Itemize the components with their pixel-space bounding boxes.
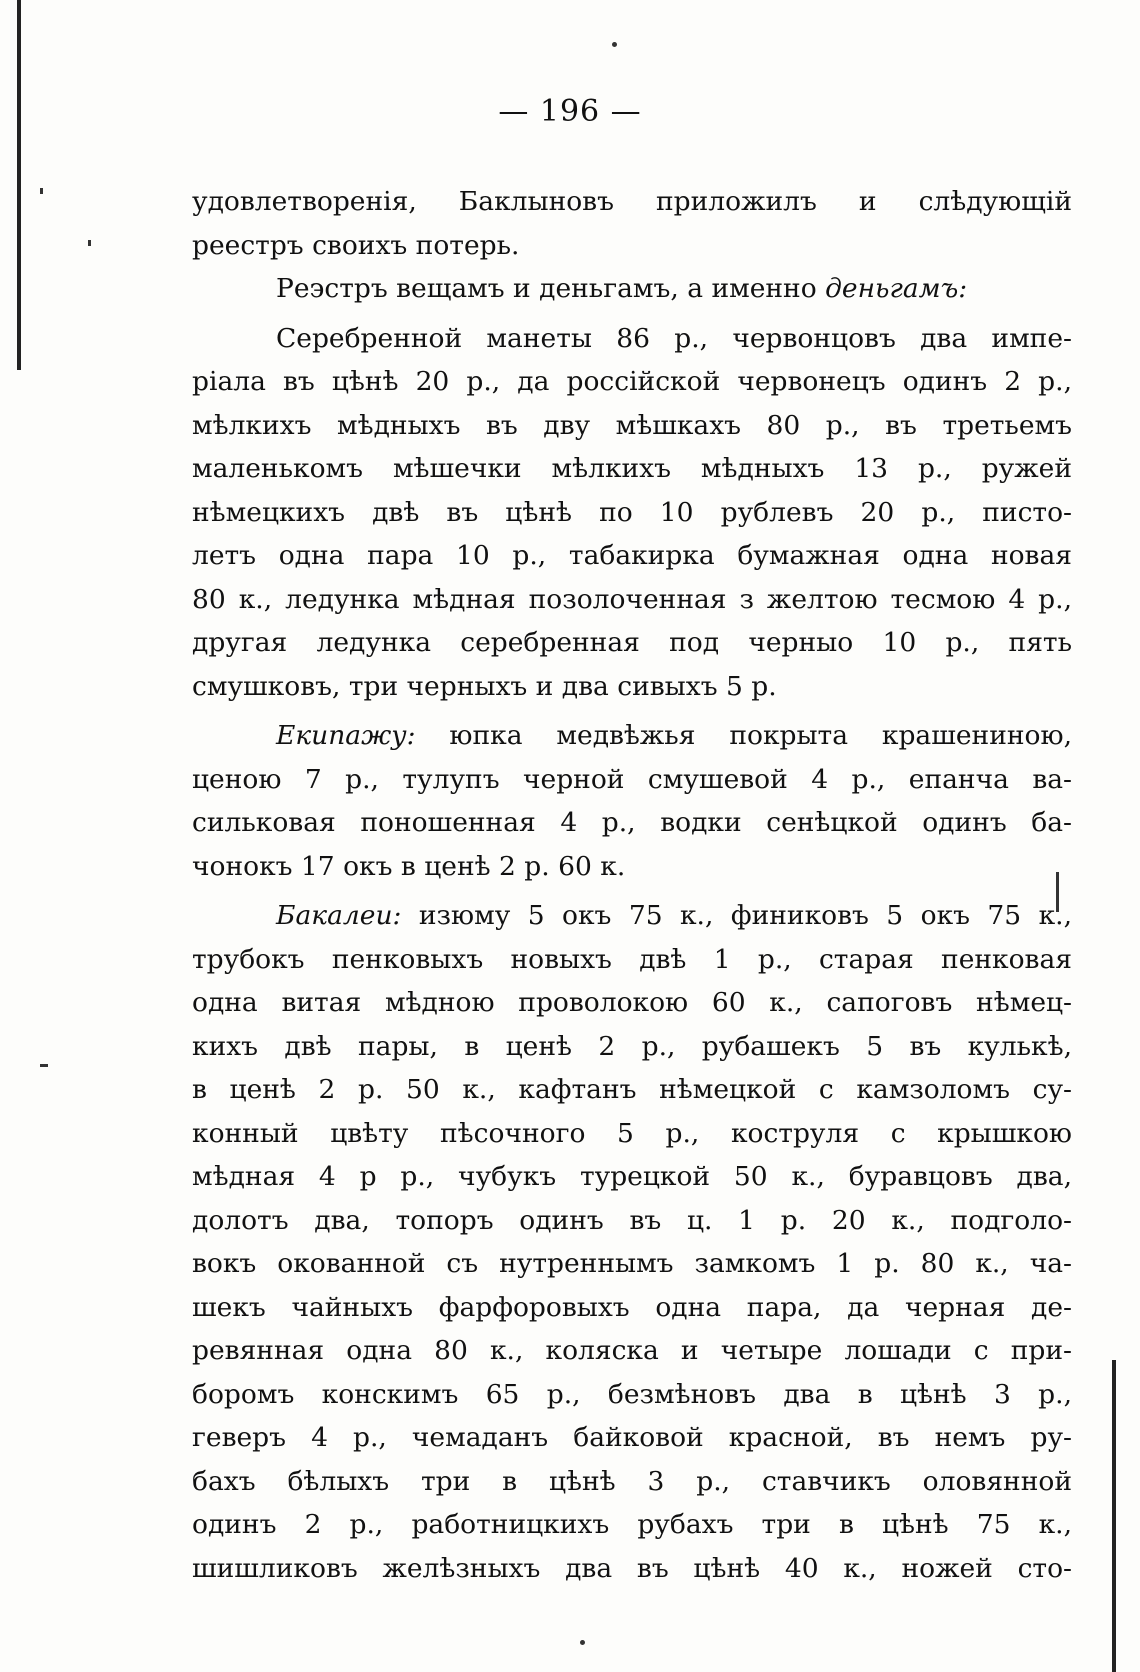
text-line: ріала въ цѣнѣ 20 р., да россійской червонецъ одинъ 2 р., <box>192 366 1072 397</box>
text-line: маленькомъ мѣшечки мѣлкихъ мѣдныхъ 13 р., ружей <box>192 453 1072 484</box>
text-line: Екипажу: юпка медвѣжья покрыта крашениною, <box>276 720 1072 751</box>
left-margin-rule <box>17 0 21 370</box>
text-line: шишликовъ желѣзныхъ два въ цѣнѣ 40 к., ножей сто- <box>192 1552 1072 1584</box>
text-line: смушковъ, три черныхъ и два сивыхъ 5 р. <box>192 670 777 702</box>
text-line: чонокъ 17 окъ в ценѣ 2 р. 60 к. <box>192 850 626 882</box>
text-line: ревянная одна 80 к., коляска и четыре лошади с при- <box>192 1335 1072 1366</box>
scan-speck <box>40 188 43 194</box>
scan-speck <box>580 1640 585 1645</box>
text-line: 80 к., ледунка мѣдная позолоченная з желтою тесмою 4 р., <box>192 583 1072 615</box>
text-line: удовлетворенія, Баклыновъ приложилъ и слѣдующій <box>192 186 1072 217</box>
italic-lead: Екипажу: <box>276 720 416 751</box>
text-line: мѣлкихъ мѣдныхъ въ дву мѣшкахъ 80 р., въ третьемъ <box>192 409 1072 441</box>
text-line: ценою 7 р., тулупъ черной смушевой 4 р., епанча ва- <box>192 763 1072 795</box>
text-line: конный цвѣту пѣсочного 5 р., коструля с крышкою <box>192 1117 1072 1149</box>
italic-lead: деньгамъ: <box>825 273 968 304</box>
text-line: сильковая поношенная 4 р., водки сенѣцкой одинъ ба- <box>192 807 1072 838</box>
scan-speck <box>40 1064 48 1067</box>
text-line: бахъ бѣлыхъ три в цѣнѣ 3 р., ставчикъ оловянной <box>192 1465 1072 1497</box>
text-line: одна витая мѣдною проволокою 60 к., сапоговъ нѣмец- <box>192 987 1072 1018</box>
text-line: геверъ 4 р., чемаданъ байковой красной, въ немъ ру- <box>192 1422 1072 1453</box>
text-line: шекъ чайныхъ фарфоровыхъ одна пара, да черная де- <box>192 1291 1072 1323</box>
text-line: другая ледунка серебренная под черныо 10 р., пять <box>192 627 1072 658</box>
page-number: — 196 — <box>498 94 642 129</box>
italic-lead: Бакалеи: <box>276 900 402 931</box>
right-margin-rule <box>1112 1360 1116 1672</box>
text-line: летъ одна пара 10 р., табакирка бумажная одна новая <box>192 540 1072 571</box>
text-line: боромъ конскимъ 65 р., безмѣновъ два в цѣнѣ 3 р., <box>192 1378 1072 1410</box>
text-line: в ценѣ 2 р. 50 к., кафтанъ нѣмецкой с камзоломъ су- <box>192 1074 1072 1105</box>
text-line: Реэстръ вещамъ и деньгамъ, а именно деньгамъ: <box>276 273 968 304</box>
text-line: Бакалеи: изюму 5 окъ 75 к., финиковъ 5 окъ 75 к., <box>276 900 1072 931</box>
text-line: Серебренной манеты 86 р., червонцовъ два импе- <box>276 322 1072 354</box>
text-line: кихъ двѣ пары, в ценѣ 2 р., рубашекъ 5 въ кулькѣ, <box>192 1030 1072 1062</box>
text-line: мѣдная 4 р р., чубукъ турецкой 50 к., буравцовъ два, <box>192 1161 1072 1192</box>
text-line: реестръ своихъ потерь. <box>192 229 520 261</box>
text-line: нѣмецкихъ двѣ въ цѣнѣ по 10 рублевъ 20 р., писто- <box>192 496 1072 528</box>
text-line: трубокъ пенковыхъ новыхъ двѣ 1 р., старая пенковая <box>192 943 1072 975</box>
text-line: долотъ два, топоръ одинъ въ ц. 1 р. 20 к., подголо- <box>192 1204 1072 1236</box>
scan-speck <box>612 42 617 47</box>
text-line: вокъ окованной съ нутреннымъ замкомъ 1 р. 80 к., ча- <box>192 1248 1072 1279</box>
text-line: одинъ 2 р., работницкихъ рубахъ три в цѣнѣ 75 к., <box>192 1509 1072 1540</box>
scan-speck <box>88 240 91 246</box>
body-text <box>192 180 1072 1590</box>
